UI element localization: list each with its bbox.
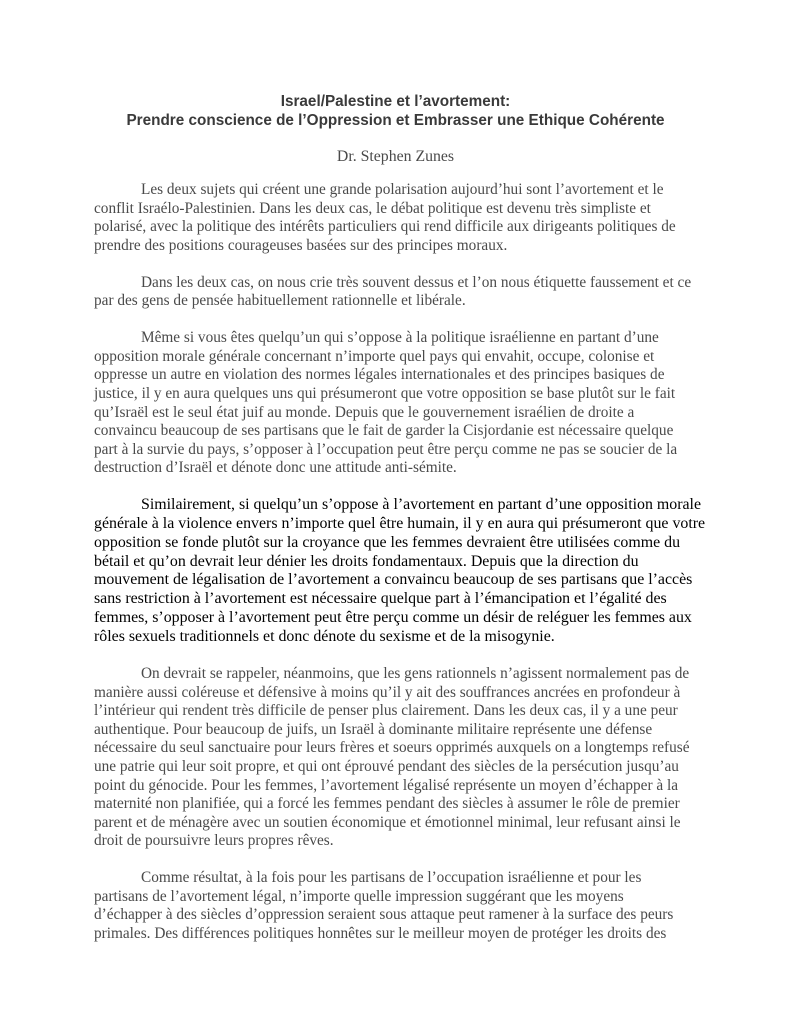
- paragraph-line: Même si vous êtes quelqu’un qui s’oppose à la politique israélienne en partant d’une: [141, 329, 659, 347]
- document-title: [0, 93, 791, 130]
- paragraph-line: On devrait se rappeler, néanmoins, que les gens rationnels n’agissent normalement pas de: [141, 665, 690, 683]
- paragraph-line: justice, il y en aura quelques uns qui présumeront que votre opposition se base plutôt sur le fait: [94, 385, 676, 403]
- paragraph-line: mouvement de légalisation de l’avortement a convaincu beaucoup de ses partisans que l’accès: [94, 571, 693, 589]
- paragraph-line: Dans les deux cas, on nous crie très souvent dessus et l’on nous étiquette faussement et ce: [141, 273, 692, 291]
- title-line-1: Israel/Palestine et l’avortement:: [280, 93, 511, 110]
- paragraph-line: conflit Israélo-Palestinien. Dans les deux cas, le débat politique est devenu très simpliste et: [94, 199, 651, 217]
- paragraph-line: maternité non planifiée, qui a forcé les femmes pendant des siècles à assumer le rôle de premier: [94, 795, 680, 813]
- paragraph-line: prendre des positions courageuses basées sur des principes moraux.: [94, 236, 508, 254]
- paragraph-line: l’intérieur qui rendent très difficile de penser plus clairement. Dans les deux cas, il y a une peur: [94, 702, 678, 720]
- paragraph-line: partisans de l’avortement légal, n’importe quelle impression suggérant que les moyens: [94, 887, 624, 905]
- paragraph-line: qu’Israël est le seul état juif au monde. Depuis que le gouvernement israélien de droite a: [94, 403, 635, 421]
- paragraph-line: Comme résultat, à la fois pour les partisans de l’occupation israélienne et pour les: [141, 869, 642, 887]
- paragraph-4: [94, 496, 706, 646]
- paragraph-line: destruction d’Israël et dénote donc une attitude anti-sémite.: [94, 459, 457, 477]
- paragraph-line: nécessaire du seul sanctuaire pour leurs frères et soeurs opprimés auxquels on a longtemps refusé: [94, 739, 690, 757]
- paragraph-line: par des gens de pensée habituellement rationnelle et libérale.: [94, 292, 466, 310]
- paragraph-line: point du génocide. Pour les femmes, l’avortement légalisé représente un moyen d’échapper à la: [94, 776, 679, 794]
- paragraph-line: authentique. Pour beaucoup de juifs, un Israël à dominante militaire représente une défense: [94, 720, 653, 738]
- paragraph-3: [94, 329, 698, 477]
- paragraph-6: [94, 869, 698, 943]
- paragraph-line: droit de poursuivre leurs propres rêves.: [94, 832, 334, 850]
- paragraph-line: primales. Des différences politiques honnêtes sur le meilleur moyen de protéger les droits des: [94, 924, 667, 942]
- paragraph-line: parent et de ménagère avec un soutien économique et émotionnel minimal, leur refusant ainsi le: [94, 813, 681, 831]
- paragraph-line: Les deux sujets qui créent une grande polarisation aujourd’hui sont l’avortement et le: [141, 181, 664, 198]
- paragraph-line: sans restriction à l’avortement est nécessaire quelque part à l’émancipation et l’égalité des: [94, 590, 667, 608]
- paragraph-line: bétail et qu’on devrait leur dénier les droits fondamentaux. Depuis que la direction du: [94, 552, 639, 570]
- paragraph-2: [94, 274, 698, 311]
- title-line-2: Prendre conscience de l’Oppression et Embrasser une Ethique Cohérente: [126, 111, 665, 129]
- paragraph-line: rôles sexuels traditionnels et donc dénote du sexisme et de la misogynie.: [94, 627, 555, 645]
- author-name: Dr. Stephen Zunes: [336, 148, 455, 165]
- paragraph-1: [94, 181, 698, 255]
- paragraph-line: une patrie qui leur soit propre, et qui ont éprouvé pendant des siècles de la persécution jusqu’au: [94, 757, 679, 775]
- paragraph-line: opposition morale générale concernant n’importe quel pays qui envahit, occupe, colonise et: [94, 347, 655, 365]
- paragraph-line: générale à la violence envers n’importe quel être humain, il y en aura qui présumeront que votre: [94, 515, 706, 533]
- paragraph-line: oppresse un autre en violation des normes légales internationales et des principes basiques de: [94, 366, 665, 384]
- paragraph-line: femmes, s’opposer à l’avortement peut être perçu comme un désir de reléguer les femmes aux: [94, 609, 692, 627]
- paragraph-line: Similairement, si quelqu’un s’oppose à l’avortement en partant d’une opposition morale: [141, 496, 702, 514]
- paragraph-line: part à la survie du pays, s’opposer à l’occupation peut être perçu comme ne pas se soucier de la: [94, 440, 678, 458]
- paragraph-line: manière aussi coléreuse et défensive à moins qu’il y ait des souffrances ancrées en profondeur à: [94, 683, 681, 701]
- paragraph-line: d’échapper à des siècles d’oppression seraient sous attaque peut ramener à la surface des peurs: [94, 906, 674, 924]
- paragraph-5: [94, 665, 698, 850]
- paragraph-line: polarisé, avec la politique des intérêts particuliers qui rend difficile aux dirigeants politiques de: [94, 218, 676, 236]
- paragraph-line: opposition se fonde plutôt sur la croyance que les femmes devraient être utilisées comme du: [94, 533, 681, 551]
- document-body: [94, 181, 706, 962]
- paragraph-line: convaincu beaucoup de ses partisans que le fait de garder la Cisjordanie est nécessaire quelque: [94, 422, 674, 440]
